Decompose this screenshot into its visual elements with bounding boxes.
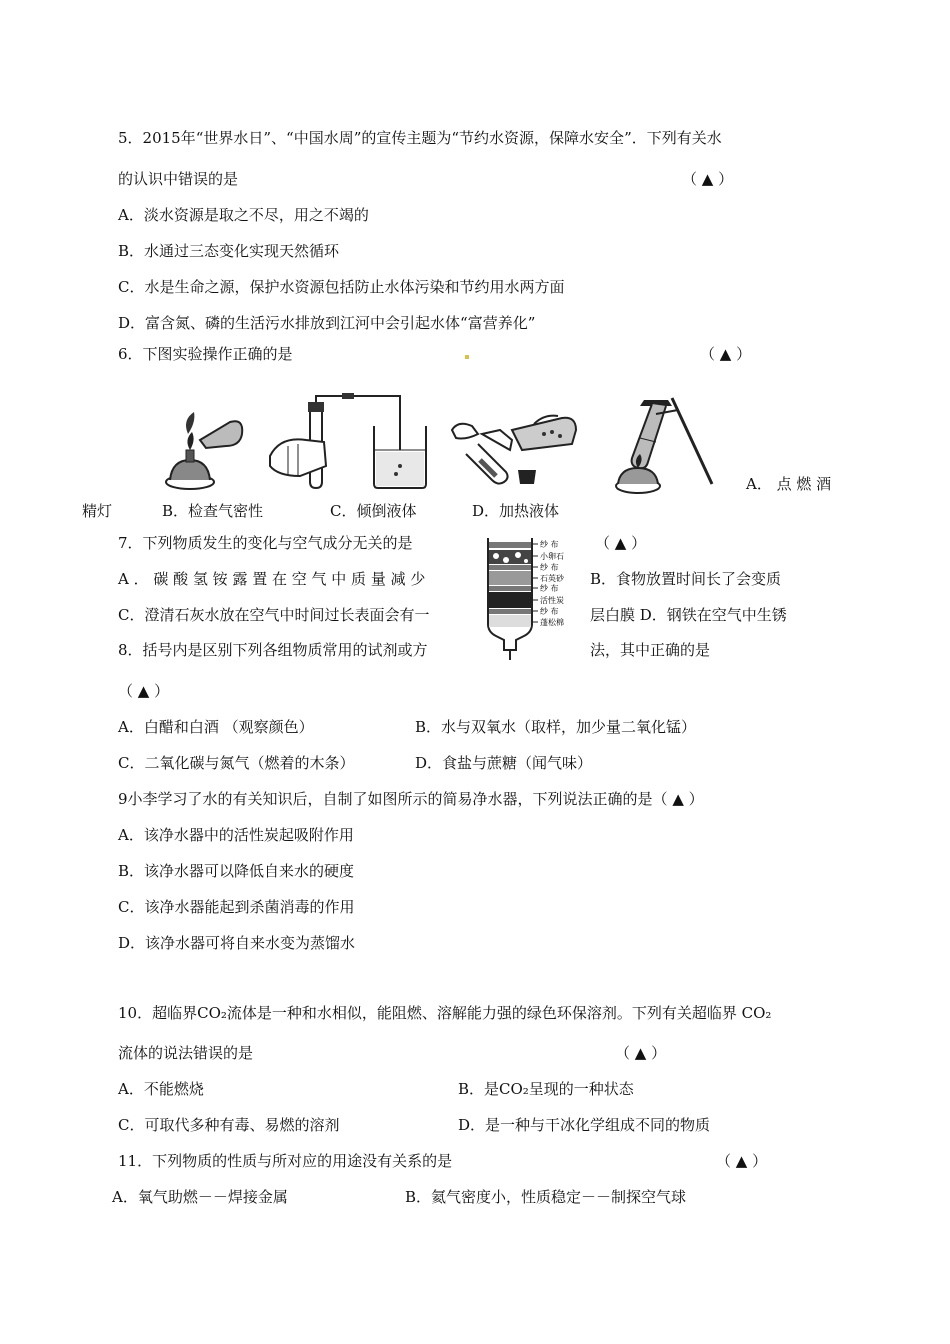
q5-option-a: A．淡水资源是取之不尽，用之不竭的 — [118, 206, 369, 224]
filter-label-8: 蓬松棉 — [540, 618, 564, 627]
q5-option-b: B．水通过三态变化实现天然循环 — [118, 242, 340, 260]
q11-answer-blank: （ ▲ ） — [716, 1152, 768, 1170]
filter-label-2: 小卵石 — [540, 552, 564, 561]
q8-stem-part2: 法，其中正确的是 — [590, 641, 711, 659]
filter-label-3: 纱 布 — [540, 563, 559, 572]
q5-option-d: D．富含氮、磷的生活污水排放到江河中会引起水体“富营养化” — [118, 314, 536, 332]
filter-label-7: 纱 布 — [540, 607, 559, 616]
filter-label-5: 纱 布 — [540, 584, 559, 593]
q8-stem-part1: 8．括号内是区别下列各组物质常用的试剂或方 — [118, 641, 428, 659]
q9-option-d: D．该净水器可将自来水变为蒸馏水 — [118, 934, 356, 952]
q6-option-b: B．检查气密性 — [162, 502, 264, 520]
q6-answer-blank: （ ▲ ） — [700, 345, 752, 363]
filter-label-1: 纱 布 — [540, 540, 559, 549]
filter-label-6: 活性炭 — [540, 596, 564, 605]
figure-check-airtightness — [270, 396, 440, 492]
q10-option-c: C．可取代多种有毒、易燃的溶剂 — [118, 1116, 340, 1134]
q11-option-b: B．氦气密度小，性质稳定－－制探空气球 — [405, 1188, 687, 1206]
q8-answer-blank: （ ▲ ） — [118, 682, 170, 700]
q7-option-a: A ． 碳 酸 氢 铵 露 置 在 空 气 中 质 量 减 少 — [118, 570, 426, 588]
q6-option-c: C．倾倒液体 — [330, 502, 417, 520]
q7-answer-blank: （ ▲ ） — [595, 534, 647, 552]
q11-option-a: A．氧气助燃－－焊接金属 — [112, 1188, 288, 1206]
yellow-dot-mark — [465, 355, 469, 359]
q10-stem-line2: 流体的说法错误的是 — [118, 1044, 254, 1062]
q5-stem-line2: 的认识中错误的是 — [118, 170, 239, 188]
q5-answer-blank: （ ▲ ） — [682, 170, 734, 188]
figure-light-alcohol-lamp — [160, 400, 250, 492]
q9-option-b: B．该净水器可以降低自来水的硬度 — [118, 862, 355, 880]
q11-stem: 11．下列物质的性质与所对应的用途没有关系的是 — [118, 1152, 453, 1170]
q10-option-b: B．是CO₂呈现的一种状态 — [458, 1080, 634, 1098]
q9-option-c: C．该净水器能起到杀菌消毒的作用 — [118, 898, 355, 916]
q6-stem: 6．下图实验操作正确的是 — [118, 345, 293, 363]
q8-option-a: A．白醋和白酒 （观察颜色） — [118, 718, 314, 736]
q6-option-d: D．加热液体 — [472, 502, 560, 520]
figure-pour-liquid — [452, 410, 582, 492]
q6-option-a-part1: A． 点 燃 酒 — [746, 475, 832, 493]
q8-option-b: B．水与双氧水（取样，加少量二氧化锰） — [415, 718, 697, 736]
q6-option-a-part2: 精灯 — [82, 502, 113, 520]
q9-option-a: A．该净水器中的活性炭起吸附作用 — [118, 826, 354, 844]
q7-option-c-part1: C．澄清石灰水放在空气中时间过长表面会有一 — [118, 606, 430, 624]
q5-option-c: C．水是生命之源，保护水资源包括防止水体污染和节约用水两方面 — [118, 278, 565, 296]
figure-heat-liquid — [612, 398, 740, 496]
q9-stem: 9小李学习了水的有关知识后，自制了如图所示的简易净水器，下列说法正确的是（ ▲ ） — [118, 790, 704, 808]
q10-option-d: D．是一种与干冰化学组成不同的物质 — [458, 1116, 711, 1134]
q10-stem-line1: 10．超临界CO₂流体是一种和水相似，能阻燃、溶解能力强的绿色环保溶剂。下列有关超临界 CO₂ — [118, 1004, 772, 1022]
q10-answer-blank: （ ▲ ） — [615, 1044, 667, 1062]
q8-option-d: D．食盐与蔗糖（闻气味） — [415, 754, 593, 772]
q7-option-b: B．食物放置时间长了会变质 — [590, 570, 782, 588]
q7-stem: 7．下列物质发生的变化与空气成分无关的是 — [118, 534, 413, 552]
q8-option-c: C．二氧化碳与氮气（燃着的木条） — [118, 754, 355, 772]
q10-option-a: A．不能燃烧 — [118, 1080, 204, 1098]
q5-stem-line1: 5．2015年“世界水日”、“中国水周”的宣传主题为“节约水资源，保障水安全”．下列有关水 — [118, 129, 722, 147]
filter-label-4: 石英砂 — [540, 574, 564, 583]
q7-option-c-part2: 层白膜 D．钢铁在空气中生锈 — [590, 606, 787, 624]
figure-water-purifier — [480, 532, 584, 662]
